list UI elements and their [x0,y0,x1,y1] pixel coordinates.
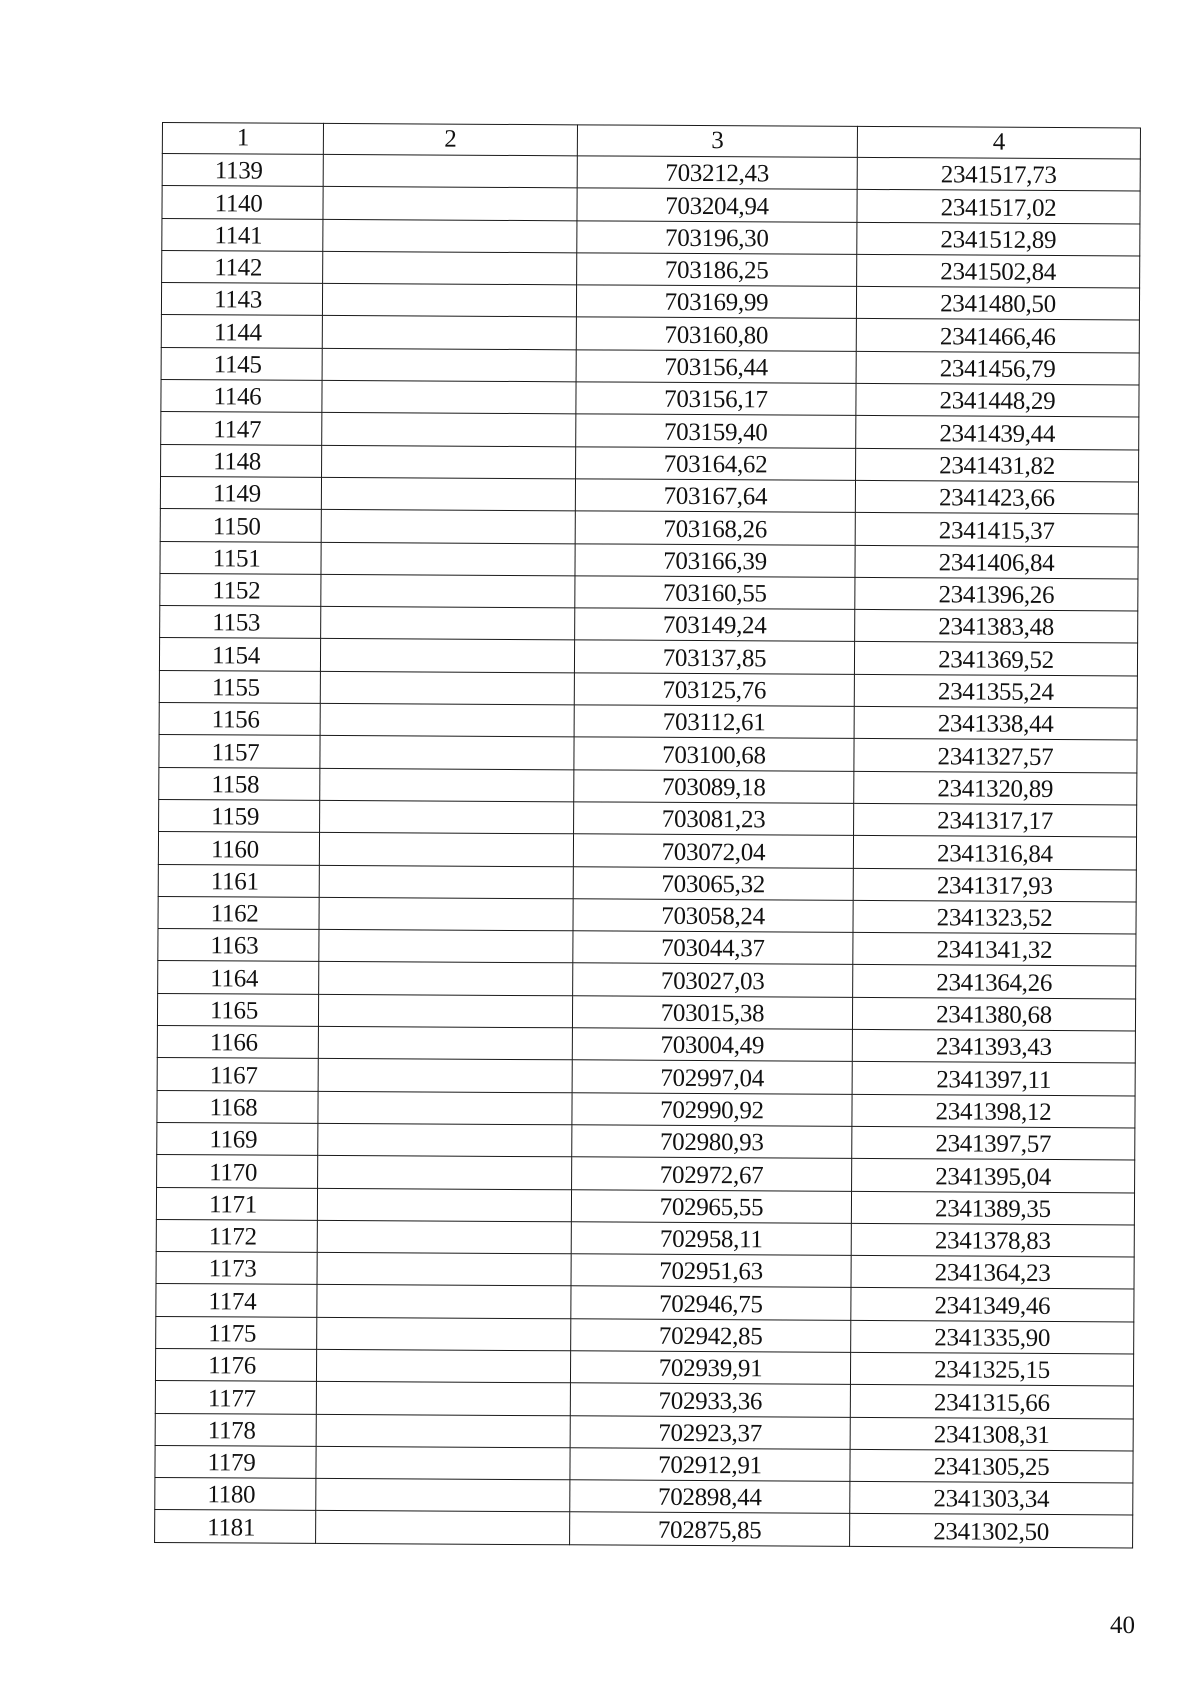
column-header: 3 [577,125,857,158]
table-cell: 702965,55 [571,1189,851,1223]
table-cell [321,477,575,511]
table-cell: 703072,04 [573,834,853,868]
column-header: 2 [323,123,577,155]
table-cell: 2341396,26 [855,577,1138,611]
table-cell [320,703,574,737]
table-row [158,961,1136,999]
table-cell: 1149 [160,476,321,509]
table-row [158,929,1136,967]
table-row [156,1187,1134,1225]
table-cell: 703164,62 [576,446,856,480]
table-cell: 2341439,44 [856,416,1139,450]
table-cell: 703149,24 [575,608,855,642]
table-cell [322,316,576,350]
table-cell: 702972,67 [572,1157,852,1191]
table-cell: 1177 [155,1381,316,1414]
table-cell: 1155 [159,670,320,703]
table-cell [319,865,573,899]
table-cell: 702946,75 [571,1286,851,1320]
table-cell: 703100,68 [574,737,854,771]
table-cell: 703160,55 [575,576,855,610]
table-cell: 1162 [158,896,319,929]
table-cell: 2341369,52 [854,642,1137,676]
table-cell: 703156,17 [576,382,856,416]
table-cell: 2341502,84 [857,254,1140,288]
table-cell: 703169,99 [576,285,856,319]
table-row [161,444,1139,482]
table-cell [320,671,574,705]
table-cell: 2341380,68 [852,997,1135,1031]
table-row [157,1026,1135,1064]
table-row [155,1478,1133,1516]
column-header: 4 [857,126,1140,159]
table-cell: 703166,39 [575,543,855,577]
table-cell: 1174 [156,1284,317,1317]
table-cell: 2341480,50 [856,287,1139,321]
table-cell: 702875,85 [570,1512,850,1546]
table-cell: 1159 [159,799,320,832]
table-row [160,509,1138,547]
table-cell [319,930,573,964]
table-cell [319,962,573,996]
table-cell [318,1156,572,1190]
table-cell: 703027,03 [573,963,853,997]
table-cell: 2341355,24 [854,674,1137,708]
table-cell: 2341398,12 [852,1094,1135,1128]
table-cell: 703081,23 [574,802,854,836]
table-cell: 1150 [160,509,321,542]
table-cell: 2341327,57 [854,739,1137,773]
table-cell: 702923,37 [570,1415,850,1449]
table-cell: 1141 [162,218,323,251]
table-row [159,703,1137,741]
table-cell: 702990,92 [572,1092,852,1126]
table-cell: 2341364,23 [851,1255,1134,1289]
table-row [161,412,1139,450]
table-cell: 1169 [157,1122,318,1155]
table-cell: 703112,61 [574,705,854,739]
table-cell: 1157 [159,735,320,768]
table-row [156,1316,1134,1354]
table-cell: 702951,63 [571,1254,851,1288]
table-cell: 702997,04 [572,1060,852,1094]
table-cell: 1173 [156,1252,317,1285]
table-cell: 2341512,89 [857,222,1140,256]
table-cell [320,800,574,834]
table-cell: 2341325,15 [850,1352,1133,1386]
table-cell: 1156 [159,703,320,736]
table-cell: 2341395,04 [852,1159,1135,1193]
table-cell: 2341302,50 [850,1514,1133,1548]
table-cell: 1175 [156,1316,317,1349]
table-cell [320,639,574,673]
table-cell: 1179 [155,1445,316,1478]
table-cell: 1168 [157,1090,318,1123]
table-cell: 1160 [158,832,319,865]
table-cell: 703168,26 [575,511,855,545]
table-cell: 2341423,66 [855,480,1138,514]
table-cell: 1143 [161,283,322,316]
table-cell: 702942,85 [571,1318,851,1352]
table-cell [323,251,577,285]
table-cell: 2341415,37 [855,513,1138,547]
table-cell [321,607,575,641]
table-cell: 1166 [157,1026,318,1059]
table-cell: 702980,93 [572,1125,852,1159]
table-cell: 702912,91 [570,1448,850,1482]
table-cell: 2341389,35 [851,1191,1134,1225]
table-row [159,670,1137,708]
table-cell: 1148 [161,444,322,477]
table-cell: 1151 [160,541,321,574]
table-row [160,606,1138,644]
table-cell: 703186,25 [577,253,857,287]
table-cell [322,445,576,479]
table-cell [318,1059,572,1093]
table-row [162,218,1140,256]
table-row [155,1445,1133,1483]
table-row [155,1413,1133,1451]
table-cell [318,1123,572,1157]
table-cell: 2341303,34 [850,1482,1133,1516]
table-cell: 1167 [157,1058,318,1091]
table-cell: 2341517,02 [857,190,1140,224]
table-row [161,315,1139,353]
table-cell [317,1285,571,1319]
table-cell: 1178 [155,1413,316,1446]
table-cell: 1158 [159,767,320,800]
table-cell: 1144 [161,315,322,348]
table-cell: 703156,44 [576,350,856,384]
coordinates-table [154,122,1141,1548]
table-row [160,541,1138,579]
table-row [155,1381,1133,1419]
table-cell [321,542,575,576]
table-cell: 1163 [158,929,319,962]
table-row [157,993,1135,1031]
table-cell: 2341364,26 [853,965,1136,999]
table-cell: 2341315,66 [850,1385,1133,1419]
table-row [155,1348,1133,1386]
table-cell: 703204,94 [577,188,857,222]
table-cell: 703004,49 [572,1028,852,1062]
table-cell: 2341517,73 [857,157,1140,191]
table-cell: 2341305,25 [850,1449,1133,1483]
table-cell [317,1252,571,1286]
table-cell: 2341397,57 [852,1126,1135,1160]
table-cell [319,897,573,931]
table-cell [323,219,577,253]
table-cell: 703160,80 [576,317,856,351]
table-cell: 2341308,31 [850,1417,1133,1451]
table-cell: 2341320,89 [854,771,1137,805]
table-cell: 2341335,90 [851,1320,1134,1354]
table-row [159,799,1137,837]
table-cell [316,1446,570,1480]
table-cell: 1145 [161,347,322,380]
column-header: 1 [162,123,323,155]
table-cell [320,736,574,770]
table-cell [322,284,576,318]
table-row [158,896,1136,934]
table-cell: 2341393,43 [852,1029,1135,1063]
table-row [157,1155,1135,1193]
table-cell: 702958,11 [571,1222,851,1256]
table-cell: 702939,91 [570,1351,850,1385]
table-row [160,573,1138,611]
table-cell: 703058,24 [573,899,853,933]
table-cell [318,1091,572,1125]
table-cell: 1170 [157,1155,318,1188]
table-body [155,154,1141,1548]
table-cell [319,833,573,867]
table-row [157,1122,1135,1160]
table-cell: 1176 [155,1348,316,1381]
table-row [158,832,1136,870]
table-cell [317,1317,571,1351]
table-cell: 2341456,79 [856,351,1139,385]
table-row [161,347,1139,385]
table-cell [316,1511,570,1545]
table-cell: 2341448,29 [856,383,1139,417]
table-cell: 1140 [162,186,323,219]
table-cell [321,574,575,608]
table-cell: 703137,85 [574,640,854,674]
table-cell [318,1026,572,1060]
table-cell [316,1414,570,1448]
table-row [162,250,1140,288]
page-number: 40 [1110,1612,1135,1639]
table-cell [320,768,574,802]
table-cell: 703159,40 [576,414,856,448]
table-cell [322,413,576,447]
table-row [157,1090,1135,1128]
table-row [159,767,1137,805]
table-row [159,735,1137,773]
table-cell: 703125,76 [574,673,854,707]
table-cell: 1164 [158,961,319,994]
table-row [160,476,1138,514]
table-cell [316,1479,570,1513]
table-cell: 2341323,52 [853,900,1136,934]
table-cell: 1171 [156,1187,317,1220]
table-cell: 702933,36 [570,1383,850,1417]
table-row [156,1252,1134,1290]
table-cell: 2341349,46 [851,1288,1134,1322]
table-cell: 1146 [161,380,322,413]
table-cell: 1153 [160,606,321,639]
table-cell: 703167,64 [575,479,855,513]
table-cell: 2341341,32 [853,932,1136,966]
table-cell: 2341431,82 [856,448,1139,482]
table-cell: 703065,32 [573,866,853,900]
table-row [157,1058,1135,1096]
table-cell [317,1220,571,1254]
table-cell: 2341383,48 [855,610,1138,644]
table-row [156,1219,1134,1257]
table-cell [318,994,572,1028]
table-cell: 1152 [160,573,321,606]
table-cell: 2341466,46 [856,319,1139,353]
table-cell: 2341338,44 [854,706,1137,740]
table-cell: 2341406,84 [855,545,1138,579]
table-cell [316,1349,570,1383]
table-cell [321,510,575,544]
table-row [162,154,1140,192]
table-cell [322,348,576,382]
table-cell [322,380,576,414]
table-cell: 702898,44 [570,1480,850,1514]
table-row [158,864,1136,902]
table-row [155,1510,1133,1548]
table-cell: 2341317,17 [854,803,1137,837]
table-row [161,380,1139,418]
table-cell: 1172 [156,1219,317,1252]
table-cell: 2341317,93 [853,868,1136,902]
table-cell [316,1382,570,1416]
table-cell: 2341316,84 [853,836,1136,870]
table-cell: 703196,30 [577,220,857,254]
table-cell: 703212,43 [577,156,857,190]
table-row [162,186,1140,224]
table-cell: 1142 [162,250,323,283]
table-cell: 1147 [161,412,322,445]
table-cell [323,187,577,221]
table-row [159,638,1137,676]
table-cell: 703015,38 [572,996,852,1030]
table-cell: 703089,18 [574,769,854,803]
table-cell: 2341397,11 [852,1062,1135,1096]
table-cell: 1154 [159,638,320,671]
table-cell: 1161 [158,864,319,897]
table-cell [317,1188,571,1222]
table-cell: 1181 [155,1510,316,1543]
table-row [156,1284,1134,1322]
table-cell [323,154,577,188]
table-cell: 1139 [162,154,323,187]
table-row [161,283,1139,321]
table-cell: 2341378,83 [851,1223,1134,1257]
table-cell: 1165 [157,993,318,1026]
table-cell: 703044,37 [573,931,853,965]
table-cell: 1180 [155,1478,316,1511]
